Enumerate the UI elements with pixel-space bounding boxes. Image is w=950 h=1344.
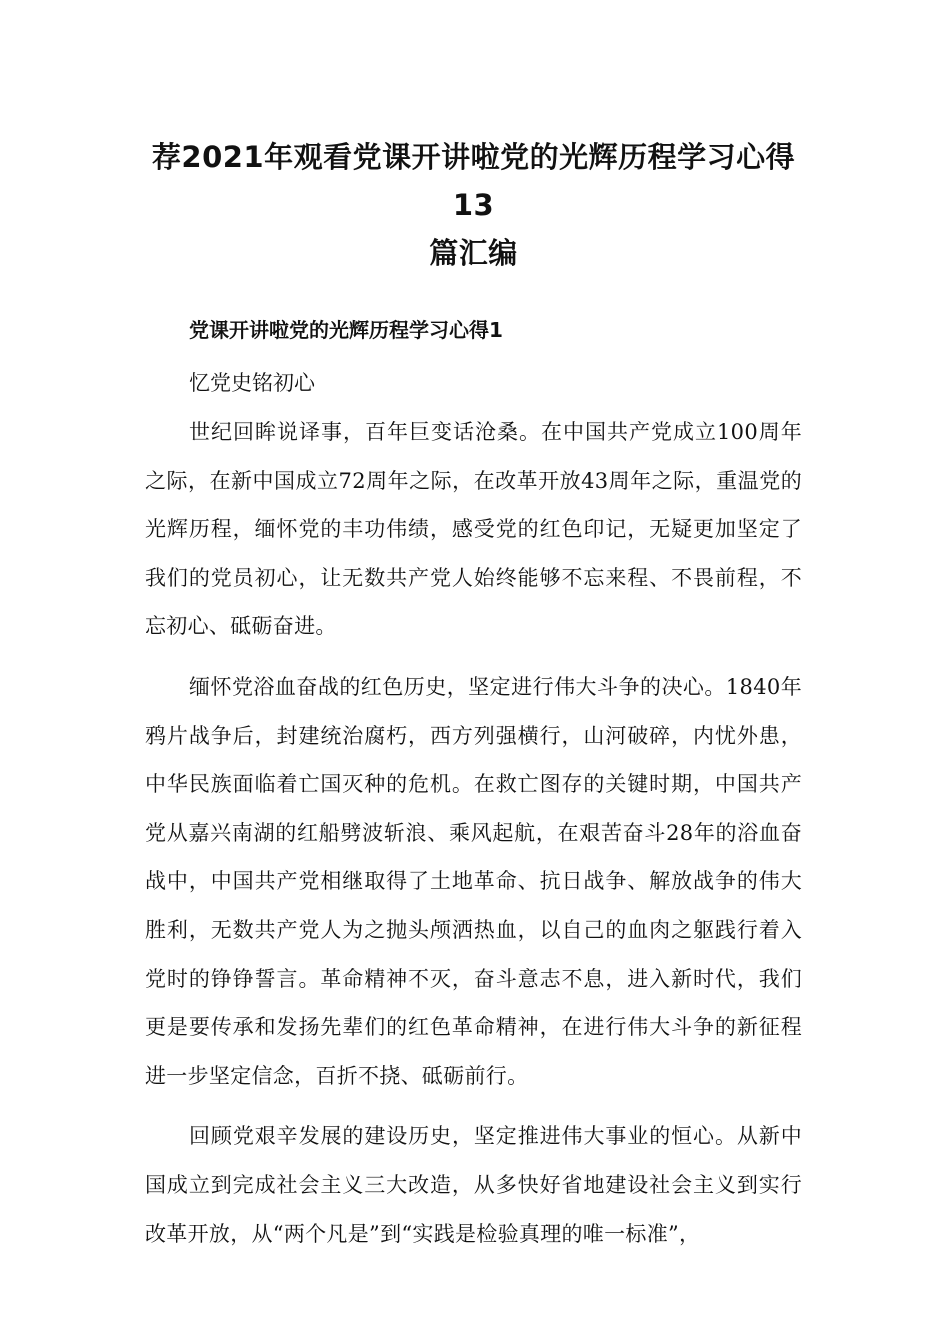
paragraph-3: 回顾党艰辛发展的建设历史，坚定推进伟大事业的恒心。从新中国成立到完成社会主义三大改造，从多快好省地建设社会主义到实行改革开放，从“两个凡是”到“实践是检验真理的唯一标准”， (145, 1124, 802, 1246)
title-line-2: 篇汇编 (429, 236, 518, 270)
paragraph-2: 缅怀党浴血奋战的红色历史，坚定进行伟大斗争的决心。1840年鸦片战争后，封建统治腐朽，西方列强横行，山河破碎，内忧外患，中华民族面临着亡国灭种的危机。在救亡图存的关键时期，中国共产党从嘉兴南湖的红船劈波斩浪、乘风起航，在艰苦奋斗28年的浴血奋战中，中国共产党相继取得了土地革命、抗日战争、解放战争的伟大胜利，无数共产党人为之抛头颅洒热血，以自己的血肉之躯践行着入党时的铮铮誓言。革命精神不灭，奋斗意志不息，进入新时代，我们更是要传承和发扬先辈们的红色革命精神，在进行伟大斗争的新征程进一步坚定信念，百折不挠、砥砺前行。 (145, 674, 802, 1088)
section-subtitle: 忆党史铭初心 (189, 371, 315, 395)
section-heading: 党课开讲啦党的光辉历程学习心得1 (189, 318, 503, 342)
paragraph-1: 世纪回眸说译事，百年巨变话沧桑。在中国共产党成立100周年之际，在新中国成立72周年之际，在改革开放43周年之际，重温党的光辉历程，缅怀党的丰功伟绩，感受党的红色印记，无疑更加坚定了我们的党员初心，让无数共产党人始终能够不忘来程、不畏前程，不忘初心、砥砺奋进。 (145, 420, 802, 639)
document-title (145, 133, 802, 277)
title-line-1: 荐2021年观看党课开讲啦党的光辉历程学习心得13 (151, 140, 796, 222)
